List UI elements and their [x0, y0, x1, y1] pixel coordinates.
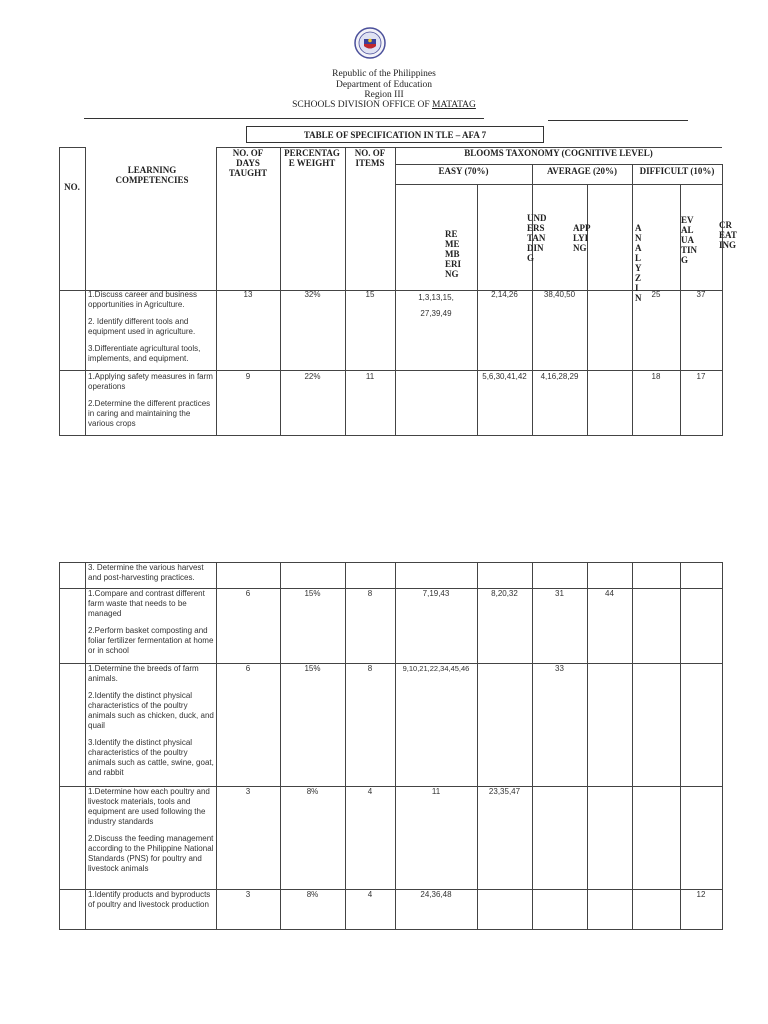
competency-text: 1.Compare and contrast different farm waste that needs to be managed	[88, 589, 205, 618]
region-line: Region III	[364, 90, 404, 100]
items-cell: 11	[365, 372, 375, 381]
weight-cell: 15%	[304, 589, 321, 598]
items-cell: 8	[367, 589, 373, 598]
understanding-cell: 2,14,26	[491, 290, 518, 299]
col-days-header: NO. OF DAYS TAUGHT	[228, 148, 268, 178]
competency-text: 2.Discuss the feeding management according to the Philippine National Standards (PNS) for poultry and livestock animals	[88, 834, 214, 873]
department-line: Department of Education	[335, 80, 433, 90]
items-cell: 4	[367, 890, 373, 899]
days-cell: 6	[245, 664, 251, 673]
analyzing-header: A N A L Y ZI N	[635, 223, 642, 303]
creating-cell: 37	[696, 290, 706, 299]
evaluating-cell: 25	[651, 290, 661, 299]
items-cell: 8	[367, 664, 373, 673]
col-competencies-header: LEARNING COMPETENCIES	[115, 165, 189, 185]
specification-table-part2	[59, 562, 722, 930]
creating-header: CR EAT ING	[719, 220, 737, 250]
competency-text: 1.Determine how each poultry and livestock materials, tools and equipment are used following the industry standards	[88, 787, 210, 826]
understanding-cell: 5,6,30,41,42	[482, 372, 527, 381]
competency-text: 2.Identify the distinct physical characteristics of the poultry animals such as chicken, duck, and quail	[88, 691, 214, 730]
specification-table-part1	[59, 147, 737, 436]
competency-text: 3.Differentiate agricultural tools, implements, and equipment.	[88, 344, 201, 363]
competency-text: 1.Identify products and byproducts of poultry and livestock production	[88, 890, 211, 909]
creating-cell: 17	[696, 372, 706, 381]
days-cell: 3	[245, 890, 251, 899]
table-row	[88, 787, 214, 881]
competency-text: 2.Perform basket composting and foliar fertilizer fermentation at home or in school	[88, 626, 214, 655]
competency-text: 3. Determine the various harvest and post-harvesting practices.	[88, 563, 204, 582]
competency-text: 1.Discuss career and business opportunities in Agriculture.	[88, 290, 197, 309]
remembering-header: RE ME MB ERI NG	[445, 229, 462, 279]
days-cell: 6	[245, 589, 251, 598]
blooms-header: BLOOMS TAXONOMY (COGNITIVE LEVEL)	[464, 148, 653, 158]
applying-cell: 33	[555, 664, 564, 673]
weight-cell: 8%	[306, 890, 319, 899]
competency-text: 1.Applying safety measures in farm operations	[88, 372, 213, 391]
items-cell: 4	[367, 787, 373, 796]
evaluating-header: EV AL UA TIN G	[681, 215, 698, 265]
applying-cell: 4,16,28,29	[540, 372, 579, 381]
applying-header: APP LYI NG	[573, 223, 590, 253]
analyzing-cell: 44	[605, 589, 614, 598]
remembering-cell: 11	[431, 787, 441, 796]
table-row	[88, 890, 214, 917]
understanding-header: UND ERS TAN DIN G	[527, 213, 547, 263]
division-line	[0, 100, 768, 110]
division-name: MATATAG	[432, 100, 476, 110]
division-prefix: SCHOOLS DIVISION OFFICE OF	[292, 100, 432, 110]
republic-line: Republic of the Philippines	[332, 69, 436, 79]
competency-text: 2.Determine the different practices in caring and maintaining the various crops	[88, 399, 211, 428]
competency-text: 2. Identify different tools and equipment used in agriculture.	[88, 317, 196, 336]
weight-cell: 32%	[304, 290, 321, 299]
creating-cell: 12	[696, 890, 706, 899]
understanding-cell: 8,20,32	[491, 589, 518, 598]
weight-cell: 15%	[304, 664, 321, 673]
deped-seal-icon	[354, 27, 386, 59]
table-row	[88, 290, 214, 371]
table-title: TABLE OF SPECIFICATION IN TLE – AFA 7	[246, 126, 544, 143]
applying-cell: 38,40,50	[543, 290, 576, 299]
col-no-header: NO.	[64, 182, 80, 192]
evaluating-cell: 18	[651, 372, 661, 381]
table-row	[88, 372, 214, 436]
remembering-cell: 7,19,43	[422, 589, 450, 598]
table-row	[88, 589, 214, 663]
col-weight-header: PERCENTAG E WEIGHT	[284, 148, 340, 168]
competency-text: 1.Determine the breeds of farm animals.	[88, 664, 199, 683]
table-row	[88, 664, 214, 785]
days-cell: 13	[243, 290, 253, 299]
remembering-cell: 1,3,13,15, 27,39,49	[418, 293, 454, 318]
remembering-cell: 24,36,48	[420, 890, 452, 899]
days-cell: 3	[245, 787, 251, 796]
header-rule	[84, 118, 484, 119]
items-cell: 15	[365, 290, 375, 299]
easy-header: EASY (70%)	[438, 166, 489, 176]
remembering-cell: 9,10,21,22,34,45,46	[402, 664, 470, 673]
understanding-cell: 23,35,47	[488, 787, 521, 796]
header-rule-right	[548, 120, 688, 121]
difficult-header: DIFFICULT (10%)	[639, 166, 715, 176]
applying-cell: 31	[555, 589, 564, 598]
weight-cell: 22%	[304, 372, 321, 381]
average-header: AVERAGE (20%)	[546, 166, 618, 176]
col-items-header: NO. OF ITEMS	[354, 148, 386, 168]
table-row	[88, 563, 214, 590]
days-cell: 9	[245, 372, 251, 381]
weight-cell: 8%	[306, 787, 319, 796]
competency-text: 3.Identify the distinct physical characteristics of the poultry animals such as cattle, swine, goat, and rabbit	[88, 738, 214, 777]
